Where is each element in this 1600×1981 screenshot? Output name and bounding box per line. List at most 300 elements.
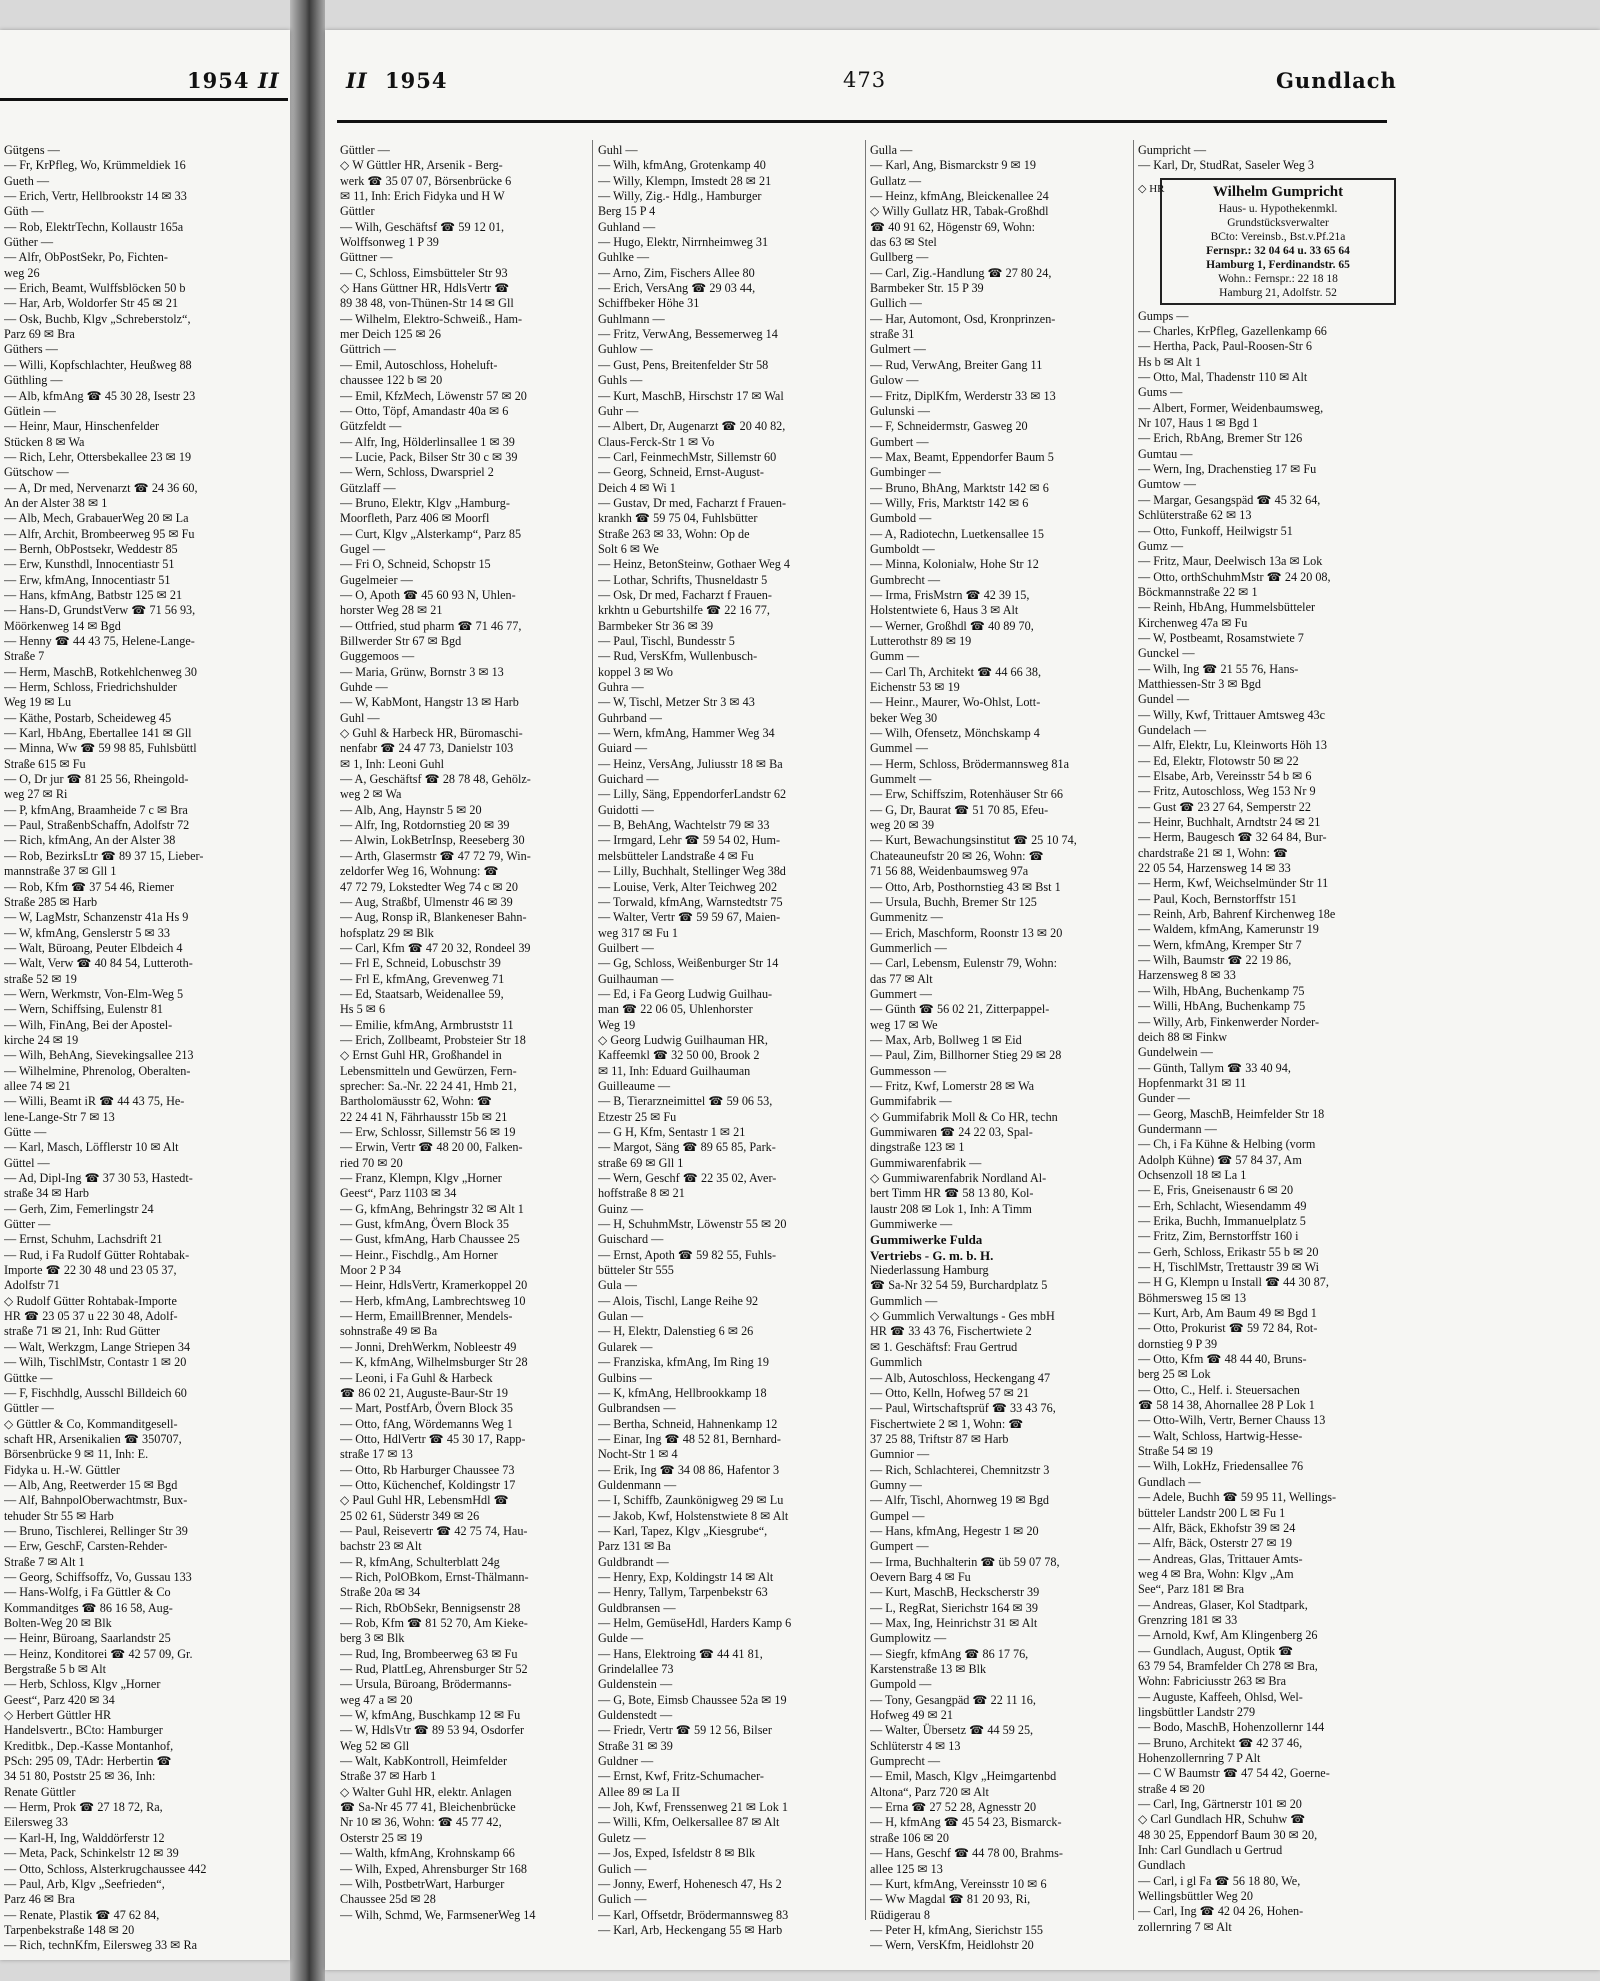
directory-entry: Hs b ✉ Alt 1	[1138, 354, 1202, 369]
directory-entry: Straße 31 ✉ 39	[598, 1738, 673, 1753]
directory-entry: — Tony, Gesangpäd ☎ 22 11 16,	[870, 1692, 1036, 1707]
directory-entry: Börsenbrücke 9 ✉ 11, Inh: E.	[4, 1447, 149, 1462]
directory-entry: — Bernh, ObPostsekr, Weddestr 85	[4, 541, 178, 556]
directory-entry: — Kurt, Bewachungsinstitut ☎ 25 10 74,	[870, 833, 1077, 848]
directory-entry: — Max, Beamt, Eppendorfer Baum 5	[870, 449, 1054, 464]
directory-entry: — Wern, Geschf ☎ 22 35 02, Aver-	[598, 1171, 777, 1186]
directory-entry: — Erw, Schiffszim, Rotenhäuser Str 66	[870, 787, 1063, 802]
directory-entry: — Emilie, kfmAng, Armbruststr 11	[340, 1017, 514, 1032]
directory-entry: — I, Schiffb, Zaunkönigweg 29 ✉ Lu	[598, 1493, 784, 1508]
surname-heading: Güttrich —	[340, 342, 396, 357]
directory-entry: — Erich, Zollbeamt, Probsteier Str 18	[340, 1032, 526, 1047]
directory-entry: — Wilh, Schmd, We, FarmsenerWeg 14	[340, 1907, 536, 1922]
directory-entry: — Ed, Elektr, Flotowstr 50 ✉ 22	[1138, 753, 1299, 768]
left-page-column	[4, 143, 287, 1954]
directory-entry: — Alfr, Tischl, Ahornweg 19 ✉ Bgd	[870, 1493, 1050, 1508]
directory-entry: — Friedr, Vertr ☎ 59 12 56, Bilser	[598, 1723, 772, 1738]
surname-heading: Gulich —	[598, 1892, 647, 1907]
surname-heading: Gundelach —	[1138, 722, 1207, 737]
directory-entry: — K, kfmAng, Hellbrookkamp 18	[598, 1385, 767, 1400]
surname-heading: Gugel —	[340, 541, 386, 556]
directory-entry: 89 38 48, von-Thünen-Str 14 ✉ Gll	[340, 296, 514, 311]
directory-entry: — Bodo, MaschB, Hohenzollernr 144	[1138, 1720, 1325, 1735]
directory-entry: Straße 7	[4, 649, 45, 664]
directory-entry: — Hugo, Elektr, Nirrnheimweg 31	[598, 235, 769, 250]
directory-entry: — Willy, Fris, Marktstr 142 ✉ 6	[870, 495, 1029, 510]
directory-entry: ◇ Rudolf Gütter Rohtabak-Importe	[4, 1293, 177, 1308]
ad-title: Wilhelm Gumpricht	[1212, 183, 1344, 200]
directory-entry: — Carl, Ing, Gärtnerstr 101 ✉ 20	[1138, 1797, 1302, 1812]
directory-entry: zollernring 7 ✉ Alt	[1138, 1919, 1232, 1934]
directory-entry: — Alfr, ObPostSekr, Po, Fichten-	[4, 250, 168, 265]
surname-heading: Guhlke —	[598, 250, 650, 265]
ad-line: Hamburg 21, Adolfstr. 52	[1219, 286, 1337, 299]
directory-entry: — Alfr, Elektr, Lu, Kleinworts Höh 13	[1138, 738, 1327, 753]
surname-heading: Güthers —	[4, 342, 58, 357]
directory-entry: Importe ☎ 22 30 48 und 23 05 37,	[4, 1263, 177, 1278]
directory-entry: — Ursula, Büroang, Brödermanns-	[340, 1677, 512, 1692]
directory-entry: bütteler Str 555	[598, 1263, 674, 1278]
surname-heading: Gumboldt —	[870, 541, 935, 556]
surname-heading: Gumm —	[870, 649, 920, 664]
directory-entry: — Karl, Arb, Heckengang 55 ✉ Harb	[598, 1922, 783, 1937]
directory-entry: — Paul, Tischl, Bundesstr 5	[598, 634, 735, 648]
surname-heading: Gunder —	[1138, 1091, 1190, 1106]
directory-entry: ◇ Hans Güttner HR, HdlsVertr ☎	[340, 281, 510, 296]
directory-entry: — Carl, Zig.-Handlung ☎ 27 80 24,	[870, 265, 1052, 280]
directory-entry: — K, kfmAng, Wilhelmsburger Str 28	[340, 1355, 528, 1370]
directory-entry: — Otto, HdlVertr ☎ 45 30 17, Rapp-	[340, 1431, 526, 1446]
directory-entry: — Max, Arb, Bollweg 1 ✉ Eid	[870, 1032, 1022, 1047]
directory-entry: — H, TischlMstr, Trettaustr 39 ✉ Wi	[1138, 1260, 1320, 1274]
directory-entry: — Aug, Straßbf, Ulmenstr 46 ✉ 39	[340, 894, 513, 909]
directory-entry: straße 17 ✉ 13	[340, 1447, 413, 1462]
surname-heading: Guldner —	[598, 1754, 654, 1769]
directory-entry: ☎ 58 14 38, Ahornallee 28 P Lok 1	[1138, 1398, 1315, 1413]
directory-entry: — Otto, orthSchuhmMstr ☎ 24 20 08,	[1138, 569, 1331, 584]
directory-entry: ◇ Paul Guhl HR, LebensmHdl ☎	[340, 1493, 509, 1508]
directory-entry: — Rud, PlattLeg, Ahrensburger Str 52	[340, 1662, 528, 1677]
directory-entry: — Gust, kfmAng, Övern Block 35	[340, 1217, 509, 1232]
directory-entry: straße 106 ✉ 20	[870, 1830, 949, 1845]
directory-entry: — Rich, technKfm, Eilersweg 33 ✉ Ra	[4, 1938, 197, 1953]
surname-heading: Gumtau —	[1138, 446, 1193, 461]
directory-entry: — Siegfr, kfmAng ☎ 86 17 76,	[870, 1646, 1029, 1661]
directory-entry: ◇ W Güttler HR, Arsenik - Berg-	[340, 158, 503, 173]
directory-entry: 48 30 25, Eppendorf Baum 30 ✉ 20,	[1138, 1827, 1318, 1842]
directory-entry: — Rob, ElektrTechn, Kollaustr 165a	[4, 219, 184, 234]
directory-entry: ◇ Guhl & Harbeck HR, Büromaschi-	[340, 726, 523, 741]
surname-heading: Gula —	[598, 1278, 637, 1293]
directory-entry: — Erw, Schlossr, Sillemstr 56 ✉ 19	[340, 1125, 516, 1139]
directory-entry: — Gundlach, August, Optik ☎	[1138, 1643, 1294, 1658]
directory-entry: — Otto, Funkoff, Heilwigstr 51	[1138, 523, 1293, 538]
page-number: 473	[843, 68, 887, 92]
directory-entry: ☎ 40 91 62, Högenstr 69, Wohn:	[870, 219, 1035, 234]
advertisement-box	[1138, 178, 1396, 305]
surname-heading: Guldenstein —	[598, 1677, 673, 1692]
column-divider	[1133, 140, 1134, 1920]
directory-entry: Schiffbeker Höhe 31	[598, 296, 700, 311]
surname-heading: Güttel —	[4, 1155, 50, 1170]
surname-heading: Guiard —	[598, 741, 648, 756]
directory-entry: weg 47 a ✉ 20	[340, 1692, 413, 1707]
directory-entry: — Erw, kfmAng, Innocentiastr 51	[4, 572, 171, 587]
surname-heading: Guhl —	[340, 710, 380, 725]
surname-heading: Gumbold —	[870, 511, 932, 526]
directory-entry: — Osk, Dr med, Facharzt f Frauen-	[598, 587, 772, 602]
surname-heading: Gütte —	[4, 1125, 47, 1139]
surname-heading: Gützfeldt —	[340, 419, 402, 434]
directory-entry: — Carl, Kfm ☎ 47 20 32, Rondeel 39	[340, 940, 531, 955]
directory-entry: — Henry, Tallym, Tarpenbekstr 63	[598, 1585, 768, 1600]
directory-entry: Billwerder Str 67 ✉ Bgd	[340, 634, 462, 648]
directory-entry: HR ☎ 23 05 37 u 22 30 48, Adolf-	[4, 1309, 178, 1324]
directory-entry: — Albert, Dr, Augenarzt ☎ 20 40 82,	[598, 419, 786, 434]
surname-heading: Gumprecht —	[870, 1754, 941, 1769]
directory-entry: — Fritz, Autoschloss, Weg 153 Nr 9	[1138, 784, 1316, 799]
directory-entry: ☎ Sa-Nr 32 54 59, Burchardplatz 5	[870, 1278, 1048, 1293]
directory-entry: — Albert, Former, Weidenbaumsweg,	[1138, 400, 1324, 415]
directory-entry: Straße 285 ✉ Harb	[4, 894, 98, 909]
surname-heading: Gumpel —	[870, 1508, 925, 1523]
directory-entry: Schlüterstraße 62 ✉ 13	[1138, 508, 1252, 523]
directory-entry: ◇ Güttler & Co, Kommanditgesell-	[4, 1416, 178, 1431]
directory-entry: Kreditbk., Dep.-Kasse Montanhof,	[4, 1738, 174, 1753]
directory-entry: — Paul, Arb, Klgv „Seefrieden“,	[4, 1876, 165, 1891]
surname-heading: Gumz —	[1138, 538, 1184, 553]
directory-entry: — Rich, kfmAng, An der Alster 38	[4, 833, 176, 848]
directory-entry: — Rob, Kfm ☎ 81 52 70, Am Kieke-	[340, 1616, 528, 1630]
column-divider	[592, 140, 593, 1920]
directory-entry: — Herb, Schloss, Klgv „Horner	[4, 1677, 161, 1692]
directory-entry: Geest“, Parz 420 ✉ 34	[4, 1692, 115, 1707]
directory-entry: — Lothar, Schrifts, Thusneldastr 5	[598, 572, 768, 587]
directory-entry: — Otto, Schloss, Alsterkrugchaussee 442	[4, 1861, 207, 1876]
right-page-section: II	[346, 68, 368, 93]
directory-entry: allee 125 ✉ 13	[870, 1861, 943, 1876]
directory-entry: — A, Dr med, Nervenarzt ☎ 24 36 60,	[4, 480, 198, 495]
directory-entry: ✉ 11, Inh: Erich Fidyka und H W	[340, 189, 505, 204]
surname-heading: Guhra —	[598, 680, 644, 695]
directory-entry: Gummiwerke Fulda	[870, 1232, 983, 1248]
directory-entry: Handelsvertr., BCto: Hamburger	[4, 1723, 163, 1738]
column-divider	[865, 140, 866, 1920]
surname-heading: Guichard —	[598, 772, 659, 787]
directory-entry: — Franz, Klempn, Klgv „Horner	[340, 1171, 502, 1186]
directory-entry: — A, Radiotechn, Luetkensallee 15	[870, 526, 1044, 541]
surname-heading: Gundelwein —	[1138, 1045, 1213, 1060]
surname-heading: Gummelt —	[870, 772, 932, 787]
surname-heading: Gundel —	[1138, 692, 1190, 707]
directory-entry: — Frl E, Schneid, Lobuschstr 39	[340, 956, 501, 971]
surname-heading: Guletz —	[598, 1830, 646, 1845]
directory-entry: — Walth, kfmAng, Krohnskamp 66	[340, 1846, 515, 1861]
directory-entry: straße 69 ✉ Gll 1	[598, 1155, 684, 1170]
directory-entry: — Heinz, VersAng, Juliusstr 18 ✉ Ba	[598, 756, 783, 771]
surname-heading: Gumbrecht —	[870, 572, 941, 587]
directory-entry: — Adele, Buchh ☎ 59 95 11, Wellings-	[1138, 1490, 1337, 1505]
surname-heading: Guhrband —	[598, 710, 662, 725]
directory-entry: — Carl, FeinmechMstr, Sillemstr 60	[598, 449, 777, 464]
directory-entry: Harzensweg 8 ✉ 33	[1138, 968, 1236, 983]
directory-entry: nenfabr ☎ 24 47 73, Danielstr 103	[340, 741, 514, 756]
directory-entry: Hs 5 ✉ 6	[340, 1002, 386, 1017]
directory-entry: straße 4 ✉ 20	[1138, 1781, 1205, 1796]
directory-entry: — B, BehAng, Wachtelstr 79 ✉ 33	[598, 818, 770, 833]
surname-heading: Guinz —	[598, 1201, 644, 1216]
surname-heading: Gummiwarenfabrik —	[870, 1155, 982, 1170]
directory-entry: — Helm, GemüseHdl, Harders Kamp 6	[598, 1616, 792, 1630]
directory-entry: Bartholomäusstr 62, Wohn: ☎	[340, 1094, 493, 1109]
directory-entry: Chateauneufstr 20 ✉ 26, Wohn: ☎	[870, 848, 1044, 863]
directory-entry: — Rob, Kfm ☎ 37 54 46, Riemer	[4, 879, 174, 894]
surname-heading: Gumplowitz —	[870, 1631, 947, 1646]
directory-entry: — Leoni, i Fa Guhl & Harbeck	[340, 1370, 493, 1385]
surname-heading: Gulmert —	[870, 342, 926, 357]
directory-entry: — Herm, Prok ☎ 27 18 72, Ra,	[4, 1800, 163, 1815]
directory-entry: — Lilly, Säng, EppendorferLandstr 62	[598, 787, 787, 802]
directory-entry: — Paul, Reisevertr ☎ 42 75 74, Hau-	[340, 1523, 528, 1538]
directory-entry: — Alwin, LokBetrInsp, Reeseberg 30	[340, 833, 525, 848]
directory-entry: — Gust ☎ 23 27 64, Semperstr 22	[1138, 799, 1311, 814]
directory-entry: — Erich, Beamt, Wulffsblöcken 50 b	[4, 281, 186, 296]
directory-entry: — Willi, HbAng, Buchenkamp 75	[1138, 999, 1306, 1014]
directory-entry: Kommanditges ☎ 86 16 58, Aug-	[4, 1600, 173, 1615]
directory-entry: straße 52 ✉ 19	[4, 971, 77, 986]
directory-entry: Parz 46 ✉ Bra	[4, 1892, 75, 1907]
directory-entry: — Willi, Kopfschlachter, Heußweg 88	[4, 357, 192, 372]
directory-entry: — Andreas, Glas, Trittauer Amts-	[1138, 1551, 1303, 1566]
directory-entry: — Herm, Baugesch ☎ 32 64 84, Bur-	[1138, 830, 1327, 845]
directory-entry: Bolten-Weg 20 ✉ Blk	[4, 1616, 112, 1630]
directory-entry: Tarpenbekstraße 148 ✉ 20	[4, 1922, 135, 1937]
directory-entry: — Walt, Werkzgm, Lange Striepen 34	[4, 1339, 191, 1354]
directory-entry: — Georg, Schiffsoffz, Vo, Gussau 133	[4, 1569, 192, 1584]
surname-heading: Guilhauman —	[598, 971, 674, 986]
directory-entry: — Walter, Übersetz ☎ 44 59 25,	[870, 1723, 1034, 1738]
directory-entry: koppel 3 ✉ Wo	[598, 664, 674, 679]
directory-entry: — Paul, Wirtschaftsprüf ☎ 33 43 76,	[870, 1401, 1056, 1416]
directory-entry: — Mart, PostfArb, Övern Block 35	[340, 1401, 513, 1416]
directory-entry: — Fr, KrPfleg, Wo, Krümmeldiek 16	[4, 158, 186, 173]
directory-entry: — Wilh, TischlMstr, Contastr 1 ✉ 20	[4, 1355, 187, 1370]
directory-entry: weg 17 ✉ We	[870, 1017, 938, 1032]
directory-entry: Stücken 8 ✉ Wa	[4, 434, 85, 449]
directory-entry: — Erich, RbAng, Bremer Str 126	[1138, 431, 1303, 446]
directory-entry: — Fritz, Maur, Deelwisch 13a ✉ Lok	[1138, 554, 1323, 569]
directory-entry: — Rud, Ing, Brombeerweg 63 ✉ Fu	[340, 1646, 518, 1661]
right-page-year: 1954	[385, 68, 448, 93]
directory-entry: — Wern, VersKfm, Heidlohstr 20	[870, 1938, 1034, 1953]
directory-entry: — Paul, Koch, Bernstorffstr 151	[1138, 891, 1297, 906]
directory-entry: Moorfleth, Parz 406 ✉ Moorfl	[340, 511, 490, 526]
surname-heading: Guhde —	[340, 680, 388, 695]
directory-entry: Etzestr 25 ✉ Fu	[598, 1109, 677, 1124]
directory-entry: Barmbeker Str. 15 P 39	[870, 281, 984, 296]
surname-heading: Gütgens —	[4, 143, 60, 157]
directory-entry: weg 2 ✉ Wa	[340, 787, 402, 802]
directory-entry: — Margar, Gesangspäd ☎ 45 32 64,	[1138, 492, 1321, 507]
directory-entry: — Georg, MaschB, Heimfelder Str 18	[1138, 1106, 1325, 1121]
directory-entry: — A, Geschäftsf ☎ 28 78 48, Gehölz-	[340, 772, 531, 787]
directory-entry: — Herm, Schloss, Brödermannsweg 81a	[870, 756, 1070, 771]
directory-entry: — Ursula, Buchh, Bremer Str 125	[870, 894, 1037, 909]
surname-heading: Gummel —	[870, 741, 928, 756]
directory-entry: hoffstraße 8 ✉ 21	[598, 1186, 685, 1201]
directory-entry: — G H, Kfm, Sentastr 1 ✉ 21	[598, 1125, 746, 1139]
directory-entry: — Gust, kfmAng, Harb Chaussee 25	[340, 1232, 520, 1247]
surname-heading: Gueth —	[4, 173, 50, 188]
directory-entry: — Lilly, Buchhalt, Stellinger Weg 38d	[598, 864, 786, 879]
directory-entry: — Erwin, Vertr ☎ 48 20 00, Falken-	[340, 1140, 523, 1155]
directory-entry: — Otto, C., Helf. i. Steuersachen	[1138, 1382, 1300, 1397]
surname-heading: Gummert —	[870, 986, 932, 1001]
surname-heading: Gummesson —	[870, 1063, 947, 1078]
directory-entry: — Heinr, Buchhalt, Arndtstr 24 ✉ 21	[1138, 815, 1321, 830]
directory-entry: tehuder Str 55 ✉ Harb	[4, 1508, 114, 1523]
surname-heading: Gumbinger —	[870, 465, 941, 480]
directory-entry: Schlüterstr 4 ✉ 13	[870, 1738, 961, 1753]
directory-entry: — Wern, Schiffsing, Eulenstr 81	[4, 1002, 164, 1017]
directory-entry: — Heinz, Konditorei ☎ 42 57 09, Gr.	[4, 1646, 193, 1661]
directory-entry: Oevern Barg 4 ✉ Fu	[870, 1569, 971, 1584]
directory-entry: — Bruno, BhAng, Marktstr 142 ✉ 6	[870, 480, 1049, 495]
directory-entry: — Wern, Schloss, Dwarspriel 2	[340, 465, 494, 480]
directory-entry: — Günth ☎ 56 02 21, Zitterpappel-	[870, 1002, 1050, 1017]
directory-entry: — Gerh, Schloss, Erikastr 55 b ✉ 20	[1138, 1244, 1319, 1259]
directory-entry: Wellingsbüttler Weg 20	[1138, 1889, 1253, 1904]
directory-entry: — Kurt, MaschB, Hirschstr 17 ✉ Wal	[598, 388, 784, 403]
directory-entry: Deich 4 ✉ Wi 1	[598, 480, 676, 495]
directory-entry: — Reinh, HbAng, Hummelsbütteler	[1138, 600, 1316, 615]
directory-entry: werk ☎ 35 07 07, Börsenbrücke 6	[340, 173, 512, 188]
directory-entry: — Otto, Arb, Posthornstieg 43 ✉ Bst 1	[870, 879, 1061, 894]
directory-entry: Gummlich	[870, 1355, 923, 1370]
directory-entry: — Otto, Kelln, Hofweg 57 ✉ 21	[870, 1385, 1030, 1400]
directory-entry: weg 317 ✉ Fu 1	[598, 925, 678, 940]
directory-entry: — H G, Klempn u Install ☎ 44 30 87,	[1138, 1275, 1329, 1290]
directory-entry: — Erik, Ing ☎ 34 08 86, Hafentor 3	[598, 1462, 780, 1477]
directory-entry: Adolph Kühne) ☎ 57 84 37, Am	[1138, 1152, 1302, 1167]
directory-entry: — Willy, Zig.- Hdlg., Hamburger	[598, 189, 762, 204]
directory-entry: — Erika, Buchh, Immanuelplatz 5	[1138, 1213, 1306, 1228]
directory-entry: — Elsabe, Arb, Vereinsstr 54 b ✉ 6	[1138, 769, 1312, 783]
surname-heading: Gundlach —	[1138, 1474, 1201, 1489]
ad-line: Fernspr.: 32 04 64 u. 33 65 64	[1206, 244, 1350, 257]
directory-entry: — Alb, Mech, GrabauerWeg 20 ✉ La	[4, 511, 189, 526]
directory-entry: zeldorfer Weg 16, Wohnung: ☎	[340, 864, 499, 879]
directory-entry: ried 70 ✉ 20	[340, 1155, 403, 1170]
directory-entry: man ☎ 22 06 05, Uhlenhorster	[598, 1002, 753, 1017]
directory-entry: — Otto, Mal, Thadenstr 110 ✉ Alt	[1138, 370, 1308, 385]
directory-entry: — Bertha, Schneid, Hahnenkamp 12	[598, 1416, 778, 1431]
directory-entry: — F, Schneidermstr, Gasweg 20	[870, 419, 1028, 434]
directory-entry: — Emil, KfzMech, Löwenstr 57 ✉ 20	[340, 388, 527, 403]
surname-heading: Gützlaff —	[340, 480, 396, 495]
directory-entry: — Wilh, Ing ☎ 21 55 76, Hans-	[1138, 661, 1299, 676]
right-header-rule	[337, 120, 1387, 123]
directory-entry: — Karl, Masch, Löfflerstr 10 ✉ Alt	[4, 1140, 179, 1155]
directory-entry: Straße 54 ✉ 19	[1138, 1444, 1213, 1459]
directory-entry: — Heinr, Büroang, Saarlandstr 25	[4, 1631, 171, 1646]
directory-entry: bütteler Landstr 200 L ✉ Fu 1	[1138, 1505, 1286, 1520]
surname-heading: Gularek —	[598, 1339, 653, 1354]
directory-entry: — Einar, Ing ☎ 48 52 81, Bernhard-	[598, 1431, 781, 1446]
directory-entry: — Rich, RbObSekr, Bennigsenstr 28	[340, 1600, 521, 1615]
directory-entry: — Emil, Autoschloss, Hoheluft-	[340, 357, 498, 372]
surname-heading: Guldbrandt —	[598, 1554, 669, 1569]
directory-entry: Nr 10 ✉ 36, Wohn: ☎ 45 77 42,	[340, 1815, 502, 1830]
directory-entry: 47 72 79, Lokstedter Weg 74 c ✉ 20	[340, 879, 518, 894]
directory-entry: — Heinr., Fischdlg., Am Horner	[340, 1247, 498, 1262]
directory-entry: Straße 20a ✉ 34	[340, 1585, 421, 1600]
directory-entry: — Rich, Lehr, Ottersbekallee 23 ✉ 19	[4, 449, 192, 464]
directory-entry: ◇ Gummlich Verwaltungs - Ges mbH	[870, 1309, 1055, 1324]
directory-entry: das 63 ✉ Stel	[870, 235, 937, 250]
surname-heading: Gummifabrik —	[870, 1094, 952, 1109]
directory-entry: — Ad, Dipl-Ing ☎ 37 30 53, Hastedt-	[4, 1171, 193, 1186]
directory-entry: Hopfenmarkt 31 ✉ 11	[1138, 1075, 1247, 1090]
directory-entry: — Rich, Schlachterei, Chemnitzstr 3	[870, 1462, 1050, 1477]
surname-heading: Gumps —	[1138, 308, 1189, 323]
directory-entry: lene-Lange-Str 7 ✉ 13	[4, 1109, 115, 1124]
directory-entry: — Erw, Kunsthdl, Innocentiastr 51	[4, 557, 175, 572]
directory-entry: Lutterothstr 89 ✉ 19	[870, 634, 972, 648]
directory-entry: — W, LagMstr, Schanzenstr 41a Hs 9	[4, 910, 189, 925]
surname-heading: Gulich —	[598, 1861, 647, 1876]
directory-entry: ✉ 1. Geschäftsf: Frau Gertrud	[870, 1339, 1018, 1354]
surname-heading: Gumny —	[870, 1477, 922, 1492]
directory-entry: — Käthe, Postarb, Scheideweg 45	[4, 710, 172, 725]
directory-entry: — Joh, Kwf, Frenssenweg 21 ✉ Lok 1	[598, 1800, 788, 1815]
directory-entry: Claus-Ferck-Str 1 ✉ Vo	[598, 434, 715, 449]
surname-heading: Gulde —	[598, 1631, 644, 1646]
directory-entry: — Aug, Ronsp iR, Blankeneser Bahn-	[340, 910, 527, 925]
surname-heading: Güthling —	[4, 373, 63, 388]
directory-entry: — Heinr., Maurer, Wo-Ohlst, Lott-	[870, 695, 1041, 710]
directory-entry: weg 20 ✉ 39	[870, 818, 935, 833]
directory-entry: — Günth, Tallym ☎ 33 40 94,	[1138, 1060, 1291, 1075]
directory-entry: — Meta, Pack, Schinkelstr 12 ✉ 39	[4, 1846, 179, 1861]
directory-entry: — Minna, Ww ☎ 59 98 85, Fuhlsbüttl	[4, 741, 197, 756]
directory-entry: — Erich, Maschform, Roonstr 13 ✉ 20	[870, 925, 1063, 940]
directory-entry: Böckmannstraße 22 ✉ 1	[1138, 584, 1258, 599]
directory-entry: sprecher: Sa.-Nr. 22 24 41, Hmb 21,	[340, 1078, 517, 1093]
directory-entry: — Walt, Verw ☎ 40 84 54, Lutteroth-	[4, 956, 193, 971]
surname-heading: Gummenitz —	[870, 910, 943, 925]
directory-entry: — H, SchuhmMstr, Löwenstr 55 ✉ 20	[598, 1217, 787, 1232]
directory-entry: — C, Schloss, Eimsbütteler Str 93	[340, 265, 508, 280]
directory-entry: — H, Elektr, Dalenstieg 6 ✉ 26	[598, 1324, 754, 1339]
directory-entry: — W, Tischl, Metzer Str 3 ✉ 43	[598, 695, 755, 710]
surname-heading: Guldbransen —	[598, 1600, 676, 1615]
directory-entry: ◇ Carl Gundlach HR, Schuhw ☎	[1138, 1812, 1306, 1827]
directory-entry: — Alf, BahnpolOberwachtmstr, Bux-	[4, 1493, 188, 1508]
directory-entry: schaft HR, Arsenikalien ☎ 350707,	[4, 1431, 182, 1446]
surname-heading: Guhland —	[598, 219, 656, 234]
directory-entry: laustr 208 ✉ Lok 1, Inh: A Timm	[870, 1201, 1032, 1216]
ad-line: Haus- u. Hypothekenmkl.	[1218, 202, 1338, 215]
surname-heading: Gütlein —	[4, 403, 56, 418]
surname-heading: Gumtow —	[1138, 477, 1196, 492]
directory-entry: — Karl, Ang, Bismarckstr 9 ✉ 19	[870, 158, 1036, 173]
directory-entry: — Erich, VersAng ☎ 29 03 44,	[598, 281, 756, 296]
directory-entry: — W, Postbeamt, Rosamstwiete 7	[1138, 630, 1304, 645]
directory-entry: — Gustav, Dr med, Facharzt f Frauen-	[598, 495, 787, 510]
directory-entry: 63 79 54, Bramfelder Ch 278 ✉ Bra,	[1138, 1658, 1318, 1673]
directory-entry: Bergstraße 5 b ✉ Alt	[4, 1662, 107, 1677]
